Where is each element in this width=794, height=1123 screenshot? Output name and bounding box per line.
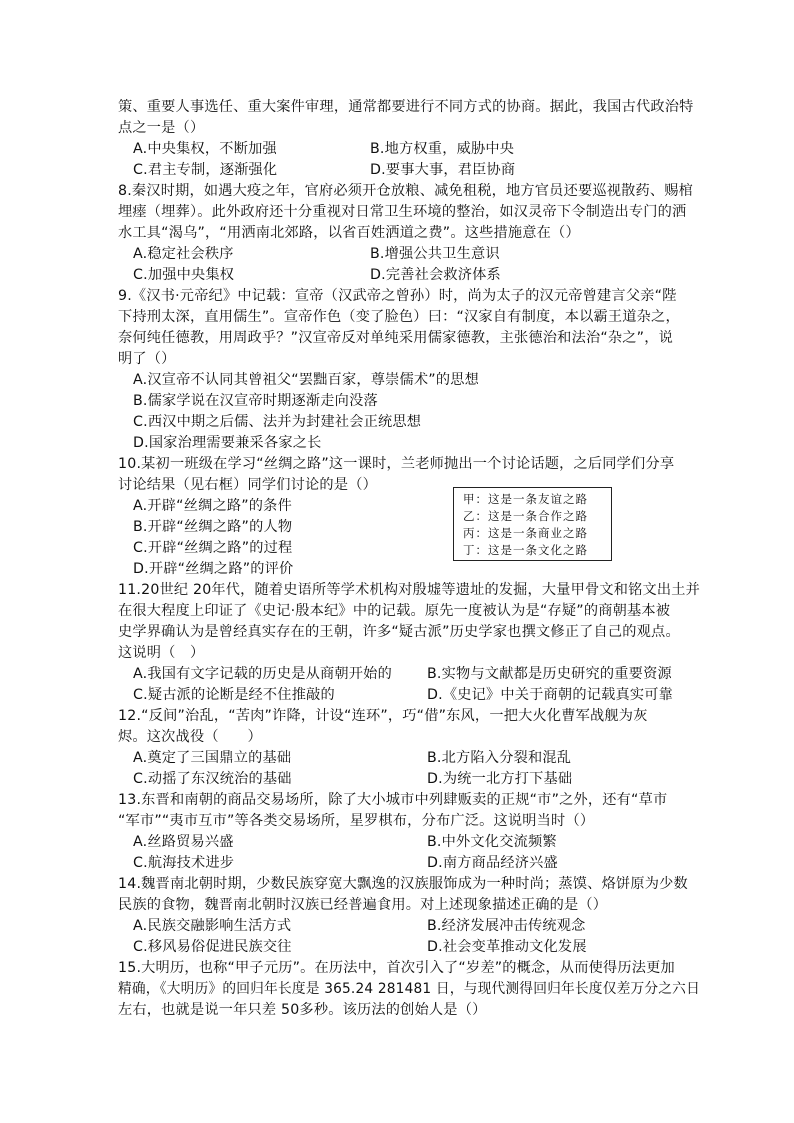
q11-option-d: D.《史记》中关于商朝的记载真实可靠: [427, 687, 674, 703]
box-line: 丁：这是一条文化之路: [463, 543, 588, 557]
q10-option-b: B.开辟“丝绸之路”的人物: [133, 519, 293, 535]
q11-stem-line: 11.20世纪 20年代，随着史语所等学术机构对殷墟等遗址的发掘，大量甲骨文和铭文出土并: [118, 582, 700, 598]
q8-option-b: B.增强公共卫生意识: [370, 246, 500, 262]
q9-stem-line: 明了（）: [118, 351, 176, 367]
q8-stem-line: 埋瘗（埋葬）。此外政府还十分重视对日常卫生环境的整治，如汉灵帝下令制造出专门的洒: [118, 204, 687, 220]
q15-stem-line: 精确，《大明历》的回归年长度是 365.24 281481 日，与现代测得回归年长度仅差万分之六日: [118, 981, 700, 997]
q9-option-b: B.儒家学说在汉宣帝时期逐渐走向没落: [133, 393, 378, 409]
q14-stem-line: 民族的食物，魏晋南北朝时汉族已经普遍食用。对上述现象描述正确的是（）: [118, 897, 608, 913]
q12-option-b: B.北方陷入分裂和混乱: [427, 750, 572, 766]
q7-option-c: C.君主专制，逐渐强化: [133, 162, 278, 178]
q12-option-d: D.为统一北方打下基础: [427, 771, 573, 787]
q14-option-c: C.移风易俗促进民族交往: [133, 939, 292, 955]
q13-option-d: D.南方商品经济兴盛: [427, 855, 558, 871]
q11-option-c: C.疑古派的论断是经不住推敲的: [133, 687, 335, 703]
box-line: 丙：这是一条商业之路: [463, 526, 588, 540]
q8-option-d: D.完善社会救济体系: [370, 267, 501, 283]
q11-stem-line: 这说明（ ）: [118, 645, 205, 661]
q12-stem-line: 12.“反间”治乱，“苦肉”诈降，计设“连环”，巧“借”东风，一把大火化曹军战舰为灰: [118, 708, 648, 724]
q13-option-b: B.中外文化交流频繁: [427, 834, 557, 850]
box-line: 甲：这是一条友谊之路: [463, 492, 588, 506]
q9-option-c: C.西汉中期之后儒、法并为封建社会正统思想: [133, 414, 422, 430]
q11-option-b: B.实物与文献都是历史研究的重要资源: [427, 666, 672, 682]
q7-option-a: A.中央集权，不断加强: [133, 141, 277, 157]
q13-stem-line: “军市”“夷市互市”等各类交易场所，星罗棋布，分布广泛。这说明当时（）: [118, 813, 595, 829]
q7-stem-line: 策、重要人事选任、重大案件审理，通常都要进行不同方式的协商。据此，我国古代政治特: [118, 99, 694, 115]
q11-stem-line: 在很大程度上印证了《史记·殷本纪》中的记载。原先一度被认为是“存疑”的商朝基本被: [118, 603, 671, 619]
q10-stem-line: 10.某初一班级在学习“丝绸之路”这一课时，兰老师抛出一个讨论话题，之后同学们分享: [118, 456, 675, 472]
q14-option-d: D.社会变革推动文化发展: [427, 939, 587, 955]
q9-option-d: D.国家治理需要兼采各家之长: [133, 435, 322, 451]
q14-option-a: A.民族交融影响生活方式: [133, 918, 292, 934]
q15-stem-line: 15.大明历，也称“甲子元历”。在历法中，首次引入了“岁差”的概念，从而使得历法更加: [118, 960, 675, 976]
q15-stem-line: 左右，也就是说一年只差 50多秒。该历法的创始人是（）: [118, 1002, 487, 1018]
q7-stem-line: 点之一是（）: [118, 120, 205, 136]
q12-option-c: C.动摇了东汉统治的基础: [133, 771, 292, 787]
q12-stem-line: 烬。这次战役（ ）: [118, 729, 262, 745]
q12-option-a: A.奠定了三国鼎立的基础: [133, 750, 292, 766]
q9-stem-line: 奈何纯任德教，用周政乎？”汉宣帝反对单纯采用儒家德教，主张德治和法治“杂之”，说: [118, 330, 673, 346]
q11-option-a: A.我国有文字记载的历史是从商朝开始的: [133, 666, 392, 682]
q10-option-a: A.开辟“丝绸之路”的条件: [133, 498, 292, 514]
q13-stem-line: 13.东晋和南朝的商品交易场所，除了大小城市中列肆贩卖的正规“市”之外，还有“草市: [118, 792, 668, 808]
q14-stem-line: 14.魏晋南北朝时期，少数民族穿宽大飘逸的汉族服饰成为一种时尚；蒸馍、烙饼原为少数: [118, 876, 688, 892]
q8-option-a: A.稳定社会秩序: [133, 246, 234, 262]
q13-option-c: C.航海技术进步: [133, 855, 235, 871]
q7-option-b: B.地方权重，威胁中央: [370, 141, 515, 157]
q8-stem-line: 8.秦汉时期，如遇大疫之年，官府必须开仓放粮、减免租税，地方官员还要巡视散药、赐棺: [118, 183, 694, 199]
q7-option-d: D.要事大事，君臣协商: [370, 162, 516, 178]
q9-option-a: A.汉宣帝不认同其曾祖父“罢黜百家，尊崇儒术”的思想: [133, 372, 479, 388]
box-line: 乙：这是一条合作之路: [463, 509, 588, 523]
q9-stem-line: 下持刑太深，直用儒生”。宣帝作色（变了脸色）曰：“汉家自有制度，本以霸王道杂之，: [118, 309, 680, 325]
discussion-box: [453, 487, 612, 561]
q10-option-c: C.开辟“丝绸之路”的过程: [133, 540, 293, 556]
q10-stem-line: 讨论结果（见右框）同学们讨论的是（）: [118, 477, 377, 493]
q14-option-b: B.经济发展冲击传统观念: [427, 918, 586, 934]
q11-stem-line: 史学界确认为是曾经真实存在的王朝，许多“疑古派”历史学家也撰文修正了自己的观点。: [118, 624, 680, 640]
q10-option-d: D.开辟“丝绸之路”的评价: [133, 561, 294, 577]
q8-stem-line: 水工具“渴乌”，“用洒南北郊路，以省百姓洒道之费”。这些措施意在（）: [118, 225, 580, 241]
q13-option-a: A.丝路贸易兴盛: [133, 834, 234, 850]
q9-stem-line: 9.《汉书·元帝纪》中记载：宣帝（汉武帝之曾孙）时，尚为太子的汉元帝曾建言父亲“陛: [118, 288, 677, 304]
q8-option-c: C.加强中央集权: [133, 267, 235, 283]
